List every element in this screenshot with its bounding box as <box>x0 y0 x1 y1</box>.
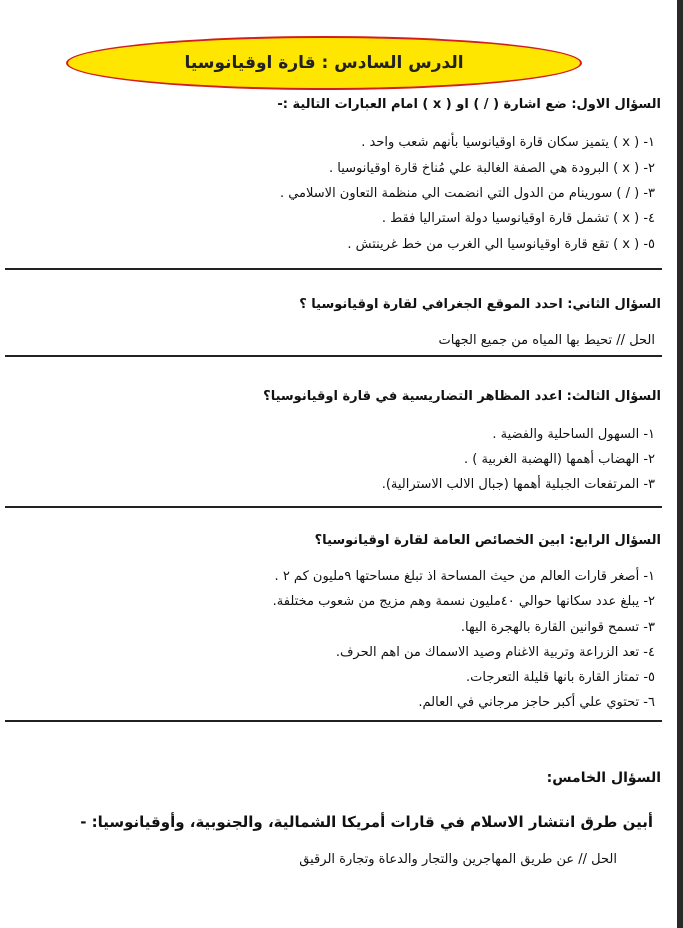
q1-item-4: ٤- ( x ) تشمل قارة اوقيانوسيا دولة استراليا فقط . <box>381 211 655 226</box>
q1-item-5: ٥- ( x ) تقع قارة اوقيانوسيا الي الغرب من خط غرينتش . <box>347 237 655 252</box>
lesson-title: الدرس السادس : قارة اوقيانوسيا <box>184 53 464 73</box>
q4-heading: السؤال الرابع: ابين الخصائص العامة لقارة اوقيانوسيا؟ <box>314 533 661 548</box>
q5-question: أبين طرق انتشار الاسلام في قارات أمريكا الشمالية، والجنوبية، وأوقيانوسيا: - <box>80 813 653 831</box>
separator-2 <box>5 355 662 357</box>
separator-1 <box>5 268 662 270</box>
q4-item-4: ٤- تعد الزراعة وتربية الاغنام وصيد الاسماك من اهم الحرف. <box>335 645 655 660</box>
q3-item-3: ٣- المرتفعات الجبلية أهمها (جبال الالب الاسترالية). <box>381 477 655 492</box>
q2-answer: الحل // تحيط بها المياه من جميع الجهات <box>438 333 655 348</box>
q1-item-2: ٢- ( x ) البرودة هي الصفة الغالبة علي مُناخ قارة اوقيانوسيا . <box>328 161 655 176</box>
q4-item-5: ٥- تمتاز القارة بانها قليلة التعرجات. <box>465 670 655 685</box>
q3-heading: السؤال الثالث: اعدد المظاهر التضاريسية في قارة اوقيانوسيا؟ <box>263 389 661 404</box>
q5-heading: السؤال الخامس: <box>546 770 661 786</box>
q1-heading: السؤال الاول: ضع اشارة ( / ) او ( x ) امام العبارات التالية :- <box>277 97 661 112</box>
separator-4 <box>5 720 662 722</box>
separator-3 <box>5 506 662 508</box>
q4-item-6: ٦- تحتوي علي أكبر حاجز مرجاني في العالم. <box>418 695 655 710</box>
q3-item-1: ١- السهول الساحلية والفضية . <box>492 427 655 442</box>
right-edge-bar <box>677 0 683 928</box>
q2-heading: السؤال الثاني: احدد الموقع الجغرافي لقارة اوقيانوسيا ؟ <box>299 297 661 312</box>
q3-item-2: ٢- الهضاب أهمها (الهضبة الغربية ) . <box>464 452 655 467</box>
q1-item-1: ١- ( x ) يتميز سكان قارة اوقيانوسيا بأنهم شعب واحد . <box>361 135 655 150</box>
q4-item-1: ١- أصغر قارات العالم من حيث المساحة اذ تبلغ مساحتها ٩مليون كم ٢ . <box>274 569 655 584</box>
q1-item-3: ٣- ( / ) سورينام من الدول التي انضمت الي منظمة التعاون الاسلامي . <box>279 186 655 201</box>
q5-answer: الحل // عن طريق المهاجرين والتجار والدعاة وتجارة الرقيق <box>299 852 617 867</box>
q4-item-2: ٢- يبلغ عدد سكانها حوالي ٤٠مليون نسمة وهم مزيج من شعوب مختلفة. <box>272 594 655 609</box>
lesson-title-banner <box>66 36 582 90</box>
q4-item-3: ٣- تسمح قوانين القارة بالهجرة اليها. <box>460 620 655 635</box>
